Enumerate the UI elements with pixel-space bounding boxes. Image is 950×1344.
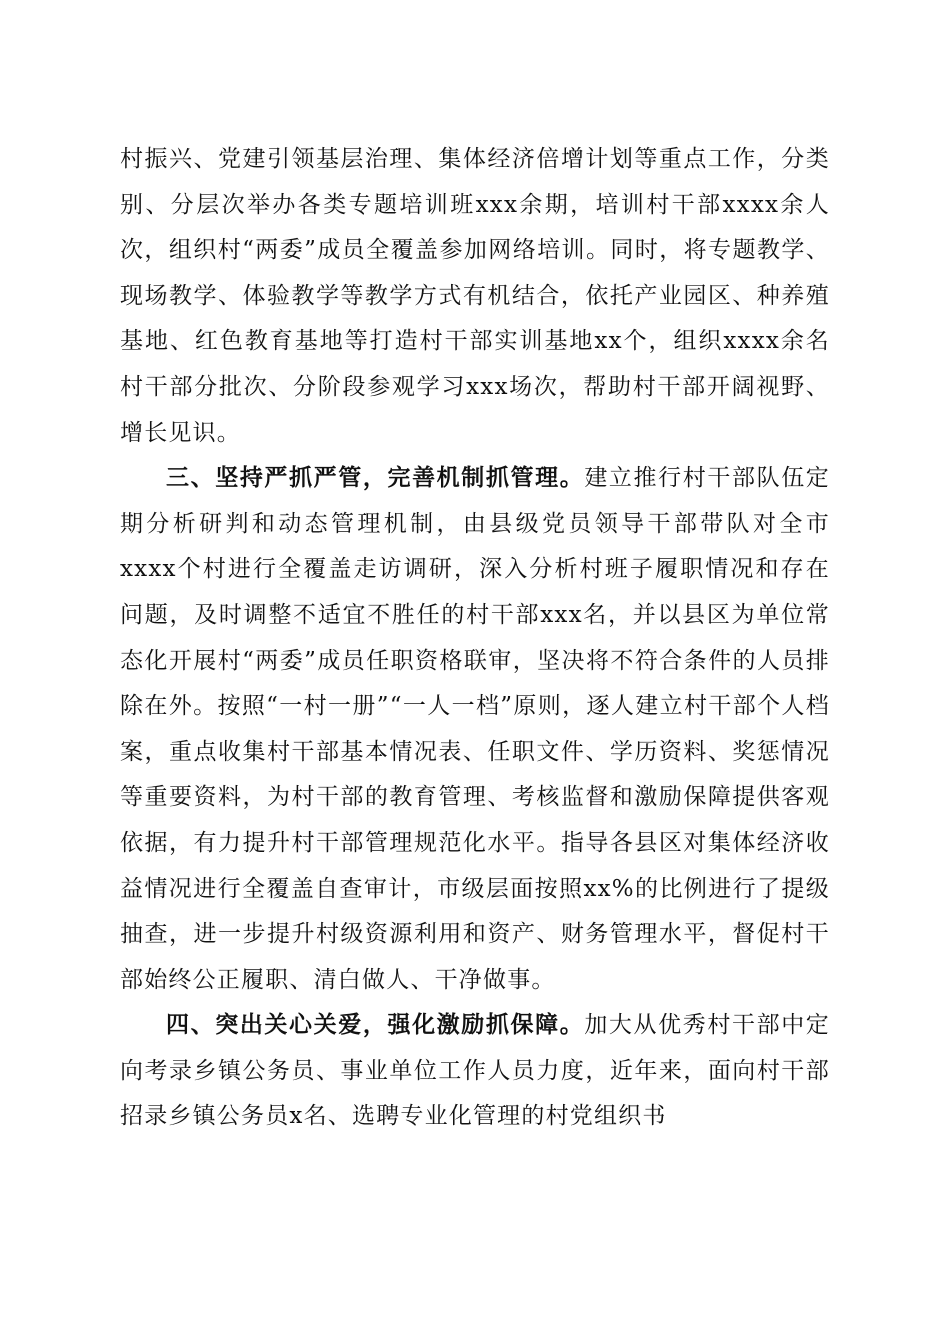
paragraph-body: 加大从优秀村干部中定向考录乡镇公务员、事业单位工作人员力度，近年来，面向村干部招录乡镇公务员x名、选聘专业化管理的村党组织书 — [120, 1012, 830, 1130]
section-heading: 四、突出关心关爱，强化激励抓保障。 — [166, 1012, 585, 1039]
paragraph-continued — [120, 137, 830, 456]
document-page — [120, 137, 830, 1140]
paragraph-section-four — [120, 1003, 830, 1140]
paragraph-body: 村振兴、党建引领基层治理、集体经济倍增计划等重点工作，分类别、分层次举办各类专题培训班xxx余期，培训村干部xxxx余人次，组织村“两委”成员全覆盖参加网络培训。同时，将专题教学、现场教学、体验教学等教学方式有机结合，依托产业园区、种养殖基地、红色教育基地等打造村干部实训基地xx个，组织xxxx余名村干部分批次、分阶段参观学习xxx场次，帮助村干部开阔视野、增长见识。 — [120, 146, 830, 446]
paragraph-body: 建立推行村干部队伍定期分析研判和动态管理机制，由县级党员领导干部带队对全市xxxx个村进行全覆盖走访调研，深入分析村班子履职情况和存在问题，及时调整不适宜不胜任的村干部xxx名，并以县区为单位常态化开展村“两委”成员任职资格联审，坚决将不符合条件的人员排除在外。按照“一村一册”“一人一档”原则，逐人建立村干部个人档案，重点收集村干部基本情况表、任职文件、学历资料、奖惩情况等重要资料，为村干部的教育管理、考核监督和激励保障提供客观依据，有力提升村干部管理规范化水平。指导各县区对集体经济收益情况进行全覆盖自查审计，市级层面按照xx%的比例进行了提级抽查，进一步提升村级资源利用和资产、财务管理水平，督促村干部始终公正履职、清白做人、干净做事。 — [120, 465, 830, 993]
paragraph-section-three — [120, 456, 830, 1003]
section-heading: 三、坚持严抓严管，完善机制抓管理。 — [166, 465, 585, 492]
